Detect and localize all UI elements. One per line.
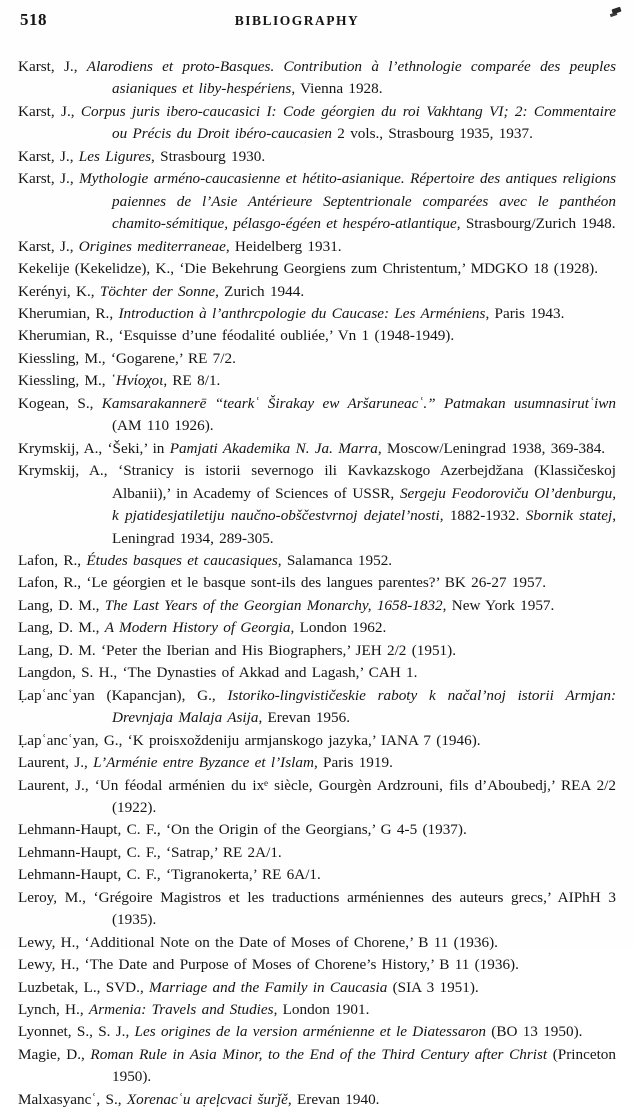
entry-title-italic: Armenia: Travels and Studies (88, 1001, 274, 1019)
bibliography-entry (18, 595, 616, 617)
entry-text: Kiessling, M., ‘Gogarene,’ RE 7/2. (18, 349, 236, 367)
entry-text: Leroy, M., ‘Grégoire Magistros et les traductions arméniennes des auteurs grecs,’ AIPhH 3 (1935). (18, 888, 616, 929)
bibliography-entry (18, 1044, 616, 1089)
entry-text: , Leningrad 1934, 289-305. (112, 507, 616, 547)
bibliography-entry (18, 887, 616, 932)
entry-title-italic: Xorenacʿu aṛeļcvaci šurǰě (126, 1090, 288, 1108)
bibliography-entry (18, 662, 616, 684)
bibliography-entry (18, 370, 616, 392)
entry-text: , Paris 1919. (313, 754, 393, 772)
entry-title-italic: Pamjati Akademika N. Ja. Marra (169, 439, 378, 457)
bibliography-entry (18, 101, 616, 146)
entry-text: Langdon, S. H., ‘The Dynasties of Akkad and Lagash,’ CAH 1. (18, 664, 418, 682)
bibliography-entry (18, 1089, 616, 1111)
entry-text: Kherumian, R., ‘Esquisse d’une féodalité oubliée,’ Vn 1 (1948-1949). (18, 327, 455, 345)
entry-text: , Vienna 1928. (291, 80, 383, 98)
bibliography-entry (18, 325, 616, 347)
entry-text: Karst, J., (18, 237, 79, 255)
bibliography-entry (18, 775, 616, 820)
entry-text: Kerényi, K., (18, 282, 100, 300)
entry-text: , Strasbourg/Zurich 1948. (456, 215, 616, 233)
entry-title-italic: Les origines de la version arménienne et le Diatessaron (134, 1023, 486, 1041)
entry-text: (AM 110 1926). (112, 417, 214, 435)
entry-text: , Zurich 1944. (215, 282, 305, 300)
entry-text: , Erevan 1956. (258, 709, 351, 727)
entry-text: 2 vols., Strasbourg 1935, 1937. (332, 125, 533, 143)
entry-text: , London 1962. (290, 619, 387, 637)
bibliography-entry (18, 1021, 616, 1043)
entry-text: Magie, D., (18, 1045, 91, 1063)
entry-text: , 1882-1932. (439, 507, 526, 525)
bibliography-entry (18, 819, 616, 841)
entry-text: Karst, J., (18, 58, 87, 75)
entry-text: , Paris 1943. (485, 304, 565, 322)
entry-title-italic: Kamsarakannerē “tearkʿ Širakay ew Aršaruneacʿ.” Patmakan usumnasirutʿiwn (101, 394, 616, 412)
entry-text: , Strasbourg 1930. (151, 147, 266, 165)
entry-text: Karst, J., (18, 170, 80, 188)
bibliography-entry (18, 281, 616, 303)
entry-text: (BO 13 1950). (485, 1023, 583, 1041)
entry-text: Lynch, H., (18, 1001, 89, 1019)
entry-title-italic: Introduction à l’anthrcpologie du Caucase: Les Arméniens (118, 304, 486, 322)
entry-text: Krymskij, A., ‘Šeki,’ in (18, 439, 170, 457)
entry-text: Kiessling, M., (18, 372, 111, 390)
entry-title-italic: ῾Ηνίοχοι (110, 372, 164, 390)
bibliography-entry (18, 999, 616, 1021)
entry-text: Lafon, R., (18, 551, 87, 569)
entry-title-italic: Töchter der Sonne (99, 282, 216, 300)
bibliography-entry (18, 685, 616, 730)
bibliography-entry (18, 954, 616, 976)
entry-text: Karst, J., (18, 102, 81, 120)
entry-text: Lehmann-Haupt, C. F., ‘Satrap,’ RE 2A/1. (18, 843, 282, 861)
bibliography-list (18, 56, 616, 1111)
bibliography-entry (18, 348, 616, 370)
entry-text: Lewy, H., ‘Additional Note on the Date of Moses of Chorene,’ B 11 (1936). (18, 933, 498, 951)
entry-text: Laurent, J., (18, 754, 94, 772)
bibliography-entry (18, 932, 616, 954)
entry-text: Lafon, R., ‘Le géorgien et le basque sont-ils des langues parentes?’ BK 26-27 1957. (18, 574, 547, 592)
entry-title-italic: The Last Years of the Georgian Monarchy, 1658-1832 (104, 596, 443, 614)
entry-title-italic: Études basques et caucasiques (86, 551, 278, 569)
bibliography-entry (18, 730, 616, 752)
entry-title-italic: L’Arménie entre Byzance et l’Islam (93, 754, 314, 772)
bibliography-entry (18, 393, 616, 438)
entry-text: , Heidelberg 1931. (225, 237, 342, 255)
entry-text: Ḷapʿancʿyan (Kapancjan), G., (18, 686, 228, 704)
bibliography-entry (18, 550, 616, 572)
entry-title-italic: Sbornik statej (525, 507, 613, 525)
bibliography-entry (18, 258, 616, 280)
entry-text: (SIA 3 1951). (387, 978, 479, 996)
bibliography-entry (18, 864, 616, 886)
entry-title-italic: Istoriko-lingvističeskie raboty k načal’noj istorii Armjan: Drevnjaja Malaja Asija (112, 686, 616, 727)
bibliography-entry (18, 168, 616, 235)
entry-text: Kekelije (Kekelidze), K., ‘Die Bekehrung Georgiens zum Christentum,’ MDGKO 18 (1928). (18, 260, 599, 278)
bibliography-entry (18, 640, 616, 662)
bibliography-entry (18, 752, 616, 774)
entry-text: Lewy, H., ‘The Date and Purpose of Moses of Chorene’s History,’ B 11 (1936). (18, 956, 519, 974)
bibliography-entry (18, 303, 616, 325)
bibliography-entry (18, 842, 616, 864)
entry-text: Laurent, J., ‘Un féodal arménien du ixᵉ siècle, Gourgèn Ardzrouni, fils d’Aboubedj,’ REA 2/2 (1922). (18, 776, 616, 816)
bibliography-entry (18, 438, 616, 460)
entry-title-italic: Mythologie arméno-caucasienne et hétito-asianique. Répertoire des antiques religions paiennes de l’Asie Antérieure Septentrionale comparées avec le panthéon chamito-sémitique, pélasgo-égéen et hespéro-atlantique (79, 170, 617, 233)
entry-text: Kogean, S., (18, 394, 102, 412)
entry-text: Karst, J., (18, 147, 79, 165)
entry-text: (Princeton 1950). (112, 1045, 616, 1086)
entry-text: , New York 1957. (442, 596, 555, 614)
entry-text: , Erevan 1940. (287, 1090, 380, 1108)
entry-title-italic: Alarodiens et proto-Basques. Contribution à l’ethnologie comparée des peuples asianiques et liby-hespériens (86, 58, 616, 98)
entry-text: Malxasyancʿ, S., (18, 1090, 127, 1108)
page-header (18, 10, 616, 34)
bibliography-entry (18, 236, 616, 258)
bibliography-entry (18, 617, 616, 639)
bibliography-entry (18, 977, 616, 999)
bibliography-entry (18, 146, 616, 168)
entry-text: Lang, D. M., (18, 619, 105, 637)
entry-text: Luzbetak, L., SVD., (18, 978, 150, 996)
entry-text: Lang, D. M. ‘Peter the Iberian and His Biographers,’ JEH 2/2 (1951). (18, 641, 456, 659)
bibliography-entry (18, 572, 616, 594)
entry-text: , Salamanca 1952. (277, 551, 393, 569)
entry-text: , London 1901. (273, 1001, 370, 1019)
entry-text: Lehmann-Haupt, C. F., ‘On the Origin of the Georgians,’ G 4-5 (1937). (18, 821, 467, 839)
entry-title-italic: Sergeju Feodoroviču Ol’denburgu, k pjatidesjatiletiju naučno-obščestvrnoj dejatel’nosti (112, 484, 616, 525)
entry-title-italic: Origines mediterraneae (78, 237, 226, 255)
entry-title-italic: Roman Rule in Asia Minor, to the End of the Third Century after Christ (90, 1045, 548, 1063)
entry-text: , Moscow/Leningrad 1938, 369-384. (377, 439, 606, 457)
page-number: 518 (20, 10, 47, 29)
entry-title-italic: Les Ligures (78, 147, 152, 165)
entry-text: Lang, D. M., (18, 596, 105, 614)
entry-title-italic: Marriage and the Family in Caucasia (149, 978, 388, 996)
entry-text: Lyonnet, S., S. J., (18, 1023, 135, 1041)
entry-title-italic: Corpus juris ibero-caucasici I: Code géorgien du roi Vakhtang VI; 2: Commentaire ou Précis du Droit ibéro-caucasien (80, 102, 616, 143)
entry-title-italic: A Modern History of Georgia (104, 619, 291, 637)
running-title: BIBLIOGRAPHY (234, 13, 360, 28)
entry-text: Kherumian, R., (18, 304, 119, 322)
entry-text: Lehmann-Haupt, C. F., ‘Tigranokerta,’ RE 6A/1. (18, 866, 321, 884)
entry-text: Krymskij, A., ‘Stranicy is istorii severnogo ili Kavkazskogo Azerbejdžana (Klassičeskoj Albanii),’ in Academy of Sciences of USSR, (18, 462, 616, 502)
bibliography-entry (18, 56, 616, 101)
entry-text: Ḷapʿancʿyan, G., ‘K proisxoždeniju armjanskogo jazyka,’ IANA 7 (1946). (18, 731, 481, 749)
entry-text: , RE 8/1. (163, 372, 221, 390)
bibliography-entry (18, 460, 616, 550)
